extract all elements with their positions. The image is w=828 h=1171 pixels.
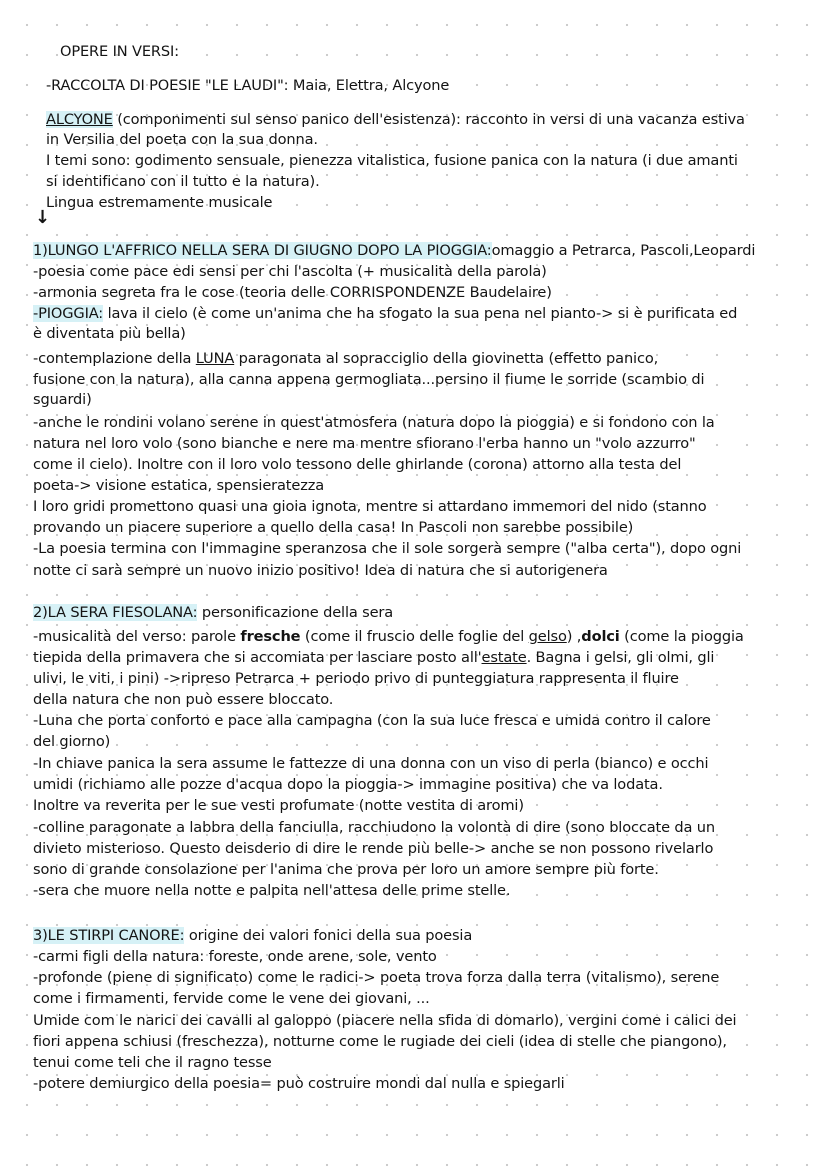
s2-line-7: -In chiave panica la sera assume le fattezze di una donna con un viso di perla (bianco) e occhi	[33, 755, 709, 772]
s1-line-2a: -armonia segreta fra le cose (teoria delle	[33, 284, 330, 301]
s1-line-4: è diventata più bella)	[33, 325, 186, 342]
s1-line-10: come il cielo). Inoltre con il loro volo tessono delle ghirlande (corona) attorno alla testa del	[33, 456, 682, 473]
s2-line-11: divieto misterioso. Questo deisderio di dire le rende più belle-> anche se non possono rivelarlo	[33, 840, 714, 857]
dolci-keyword: dolci	[581, 628, 620, 645]
section-1-title-rest: omaggio a Petrarca, Pascoli,Leopardi	[491, 242, 756, 259]
pioggia-keyword: -PIOGGIA:	[33, 305, 104, 322]
down-arrow-icon: ↓	[35, 207, 51, 228]
s3-line-3: come i firmamenti, fervide come le vene dei giovani, ...	[33, 990, 430, 1007]
s2-line-4: della natura che non può essere bloccato.	[33, 691, 334, 708]
s1-line-3b: lava il cielo (è come un'anima che ha sfogato la sua pena nel pianto-> si è purificata ed	[103, 305, 738, 322]
s1-line-3	[33, 304, 737, 324]
s2-line-1e: ) ,	[566, 628, 582, 645]
s1-line-9: natura nel loro volo (sono bianche e nere ma mentre sfiorano l'erba hanno un "volo azzurro"	[33, 435, 696, 452]
corrispondenze-keyword: CORRISPONDENZE	[329, 284, 466, 301]
s1-line-2c: Baudelaire)	[465, 284, 552, 301]
s1-line-12: I loro gridi promettono quasi una gioia ignota, mentre si attardano immemori del nido (stanno	[33, 498, 707, 515]
s1-line-2	[33, 283, 552, 303]
s1-line-13: provando un piacere superiore a quello della casa! In Pascoli non sarebbe possibile)	[33, 519, 634, 536]
s1-line-14: -La poesia termina con l'immagine speranzosa che il sole sorgerà sempre ("alba certa"), dopo ogni	[33, 540, 742, 557]
s2-line-10: -colline paragonate a labbra della fanciulla, racchiudono la volontà di dire (sono bloccate da un	[33, 819, 716, 836]
s2-line-3: ulivi, le viti, i pini) ->ripreso Petrarca + periodo privo di punteggiatura rappresenta il fluire	[33, 670, 679, 687]
s3-line-6: tenui come teli che il ragno tesse	[33, 1054, 272, 1071]
s2-line-2c: . Bagna i gelsi, gli olmi, gli	[526, 649, 715, 666]
s2-line-6: del giorno)	[33, 733, 111, 750]
section-2-heading	[33, 603, 393, 623]
section-3-heading	[33, 926, 472, 946]
s1-line-5	[33, 349, 658, 369]
s3-line-2: -profonde (piene di significato) come le radici-> poeta trova forza dalla terra (vitalismo), serene	[33, 969, 720, 986]
alcyone-keyword: ALCYONE	[46, 111, 113, 128]
intro-line-4: si identificano con il tutto e la natura).	[46, 173, 320, 190]
intro-line-2: in Versilia del poeta con la sua donna.	[46, 131, 318, 148]
fresche-keyword: fresche	[240, 628, 301, 645]
intro-line-1	[46, 110, 745, 130]
s2-line-5: -Luna che porta conforto e pace alla campagna (con la sua luce fresca e umida contro il calore	[33, 712, 711, 729]
s2-line-1a: -musicalità del verso: parole	[33, 628, 241, 645]
intro-line-1-text: (componimenti sul senso panico dell'esistenza): racconto in versi di una vacanza estiva	[112, 111, 745, 128]
s2-line-2	[33, 648, 714, 668]
intro-line-5: Lingua estremamente musicale	[46, 194, 273, 211]
section-2-title: 2)LA SERA FIESOLANA:	[33, 604, 198, 621]
s2-line-12: sono di grande consolazione per l'anima che prova per loro un amore sempre più forte.	[33, 861, 659, 878]
s1-line-7: sguardi)	[33, 391, 92, 408]
section-1-heading	[33, 241, 755, 261]
s1-line-15: notte ci sarà sempre un nuovo inizio positivo! Idea di natura che si autorigenera	[33, 562, 608, 579]
s1-line-5c: paragonata al sopracciglio della giovinetta (effetto panico,	[234, 350, 659, 367]
s1-line-1: -poesia come pace edi sensi per chi l'ascolta (+ musicalità della parola)	[33, 263, 547, 280]
s3-line-7: -potere demiurgico della poesia= può costruire mondi dal nulla e spiegarli	[33, 1075, 565, 1092]
raccolta-line: -RACCOLTA DI POESIE "LE LAUDI": Maia, Elettra, Alcyone	[46, 77, 450, 94]
page-title-text: OPERE IN VERSI:	[60, 43, 179, 60]
luna-keyword: LUNA	[195, 350, 235, 367]
s3-line-4: Umide com le narici dei cavalli al galoppo (piacere nella sfida di domarlo), vergini come i calici dei	[33, 1012, 737, 1029]
s2-line-13: -sera che muore nella notte e palpita nell'attesa delle prime stelle.	[33, 882, 511, 899]
section-3-title-rest: origine dei valori fonici della sua poesia	[184, 927, 473, 944]
s1-line-5a: -contemplazione della	[33, 350, 196, 367]
s1-line-11: poeta-> visione estatica, spensieratezza	[33, 477, 325, 494]
s2-line-1g: (come la pioggia	[619, 628, 744, 645]
s1-line-6: fusione con la natura), alla canna appena germogliata...persino il fiume le sorride (scambio di	[33, 371, 705, 388]
gelso-keyword: gelso	[528, 628, 567, 645]
section-1-title: 1)LUNGO L'AFFRICO NELLA SERA DI GIUGNO DOPO LA PIOGGIA:	[33, 242, 492, 259]
page-title	[60, 42, 179, 62]
s3-line-5: fiori appena schiusi (freschezza), notturne come le rugiade dei cieli (idea di stelle che piangono),	[33, 1033, 727, 1050]
s1-line-8: -anche le rondini volano serene in quest'atmosfera (natura dopo la pioggia) e si fondono con la	[33, 414, 715, 431]
intro-line-3: I temi sono: godimento sensuale, pienezza vitalistica, fusione panica con la natura (i due amanti	[46, 152, 738, 169]
s2-line-1c: (come il fruscio delle foglie del	[300, 628, 529, 645]
section-2-title-rest: personificazione della sera	[197, 604, 394, 621]
section-3-title: 3)LE STIRPI CANORE:	[33, 927, 185, 944]
s2-line-9: Inoltre va reverita per le sue vesti profumate (notte vestita di aromi)	[33, 797, 524, 814]
estate-keyword: estate	[481, 649, 527, 666]
s2-line-1	[33, 627, 744, 647]
s2-line-8: umidi (richiamo alle pozze d'acqua dopo la pioggia-> immagine positiva) che va lodata.	[33, 776, 663, 793]
s3-line-1: -carmi figli della natura: foreste, onde arene, sole, vento	[33, 948, 437, 965]
s2-line-2a: tiepida della primavera che si accomiata per lasciare posto all'	[33, 649, 482, 666]
